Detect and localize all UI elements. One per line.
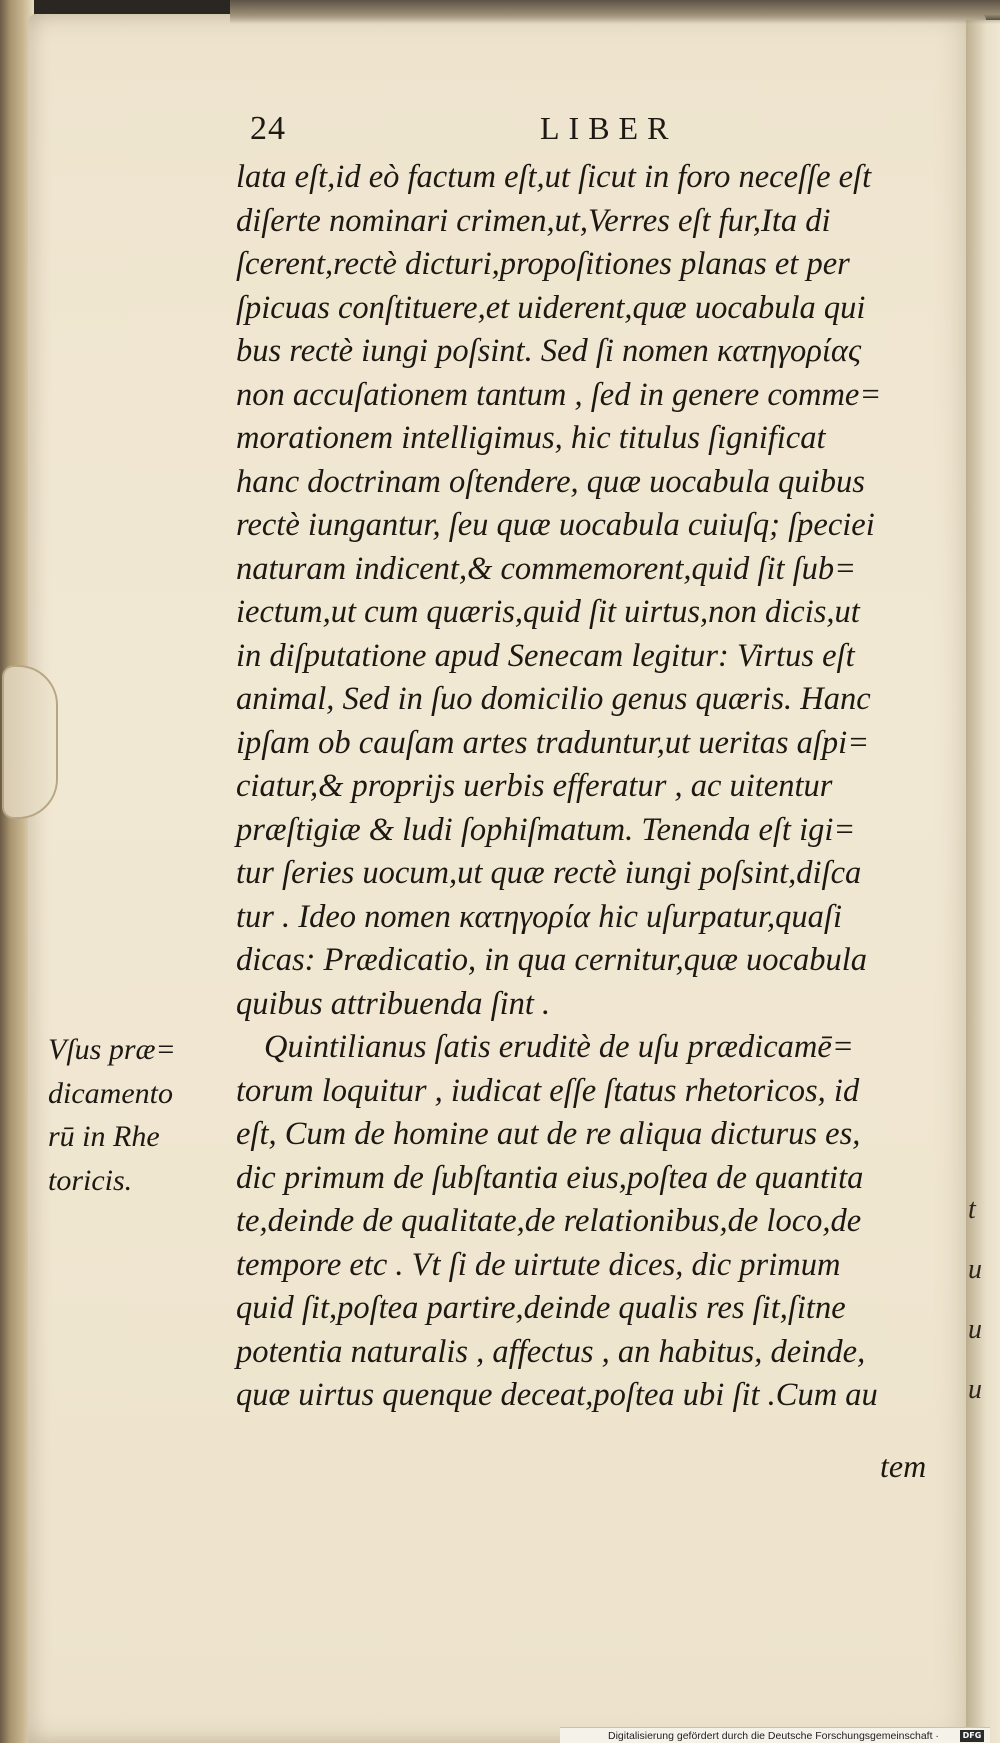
text-line: eſt, Cum de homine aut de re aliqua dicturus es, [236, 1116, 861, 1152]
text-line: te,deinde de qualitate,de relationibus,de loco,de [236, 1203, 862, 1239]
text-line: quibus attribuenda ſint . [236, 985, 551, 1022]
body-text [236, 156, 944, 1418]
text-line: dic primum de ſubſtantia eius,poſtea de quantita [236, 1159, 864, 1196]
marginal-note-line: dicamento [48, 1076, 173, 1110]
text-line: rectè iungantur, ſeu quæ uocabula cuiuſq; ſpeciei [236, 507, 875, 543]
text-line: quæ uirtus quenque deceat,poſtea ubi ſit .Cum au [236, 1377, 878, 1413]
text-line: tempore etc . Vt ſi de uirtute dices, dic primum [236, 1246, 841, 1283]
running-head-title: LIBER [540, 110, 678, 146]
text-line: Quintilianus ſatis eruditè de uſu prædicamē= [264, 1029, 854, 1065]
page-number: 24 [250, 110, 286, 147]
text-line: in diſputatione apud Senecam legitur: Virtus eſt [236, 637, 855, 674]
text-line: præſtigiæ & ludi ſophiſmatum. Tenenda eſt igi= [236, 811, 856, 848]
catchword: tem [880, 1448, 927, 1484]
text-line: ſpicuas conſtituere,et uiderent,quæ uocabula qui [236, 289, 866, 326]
text-line: tur . Ideo nomen κατηγορία hic uſurpatur,quaſi [236, 898, 842, 935]
text-line: torum loquitur , iudicat eſſe ſtatus rhetoricos, id [236, 1072, 860, 1109]
dfg-logo-icon: DFG [960, 1730, 984, 1742]
text-line: morationem intelligimus, hic titulus ſignificat [236, 420, 826, 456]
marginal-note [48, 1028, 223, 1202]
text-line: hanc doctrinam oſtendere, quæ uocabula quibus [236, 463, 865, 500]
credit-text: Digitalisierung gefördert durch die Deutsche Forschungsgemeinschaft · [608, 1730, 939, 1742]
text-line: lata eſt,id eò factum eſt,ut ſicut in foro neceſſe eſt [236, 159, 872, 195]
marginal-note-line: toricis. [48, 1163, 133, 1197]
text-line: ipſam ob cauſam artes traduntur,ut ueritas aſpi= [236, 724, 870, 761]
marginal-note-line: rū in Rhe [48, 1120, 160, 1153]
text-line: ciatur,& proprijs uerbis efferatur , ac uitentur [236, 768, 833, 804]
text-line: bus rectè iungi poſsint. Sed ſi nomen κατηγορίας [236, 333, 862, 369]
text-line: non accuſationem tantum , ſed in genere comme= [236, 376, 882, 413]
text-line: quid ſit,poſtea partire,deinde qualis res ſit,ſitne [236, 1290, 846, 1326]
text-line: ſcerent,rectè dicturi,propoſitiones planas et per [236, 246, 850, 282]
top-shadow [230, 0, 1000, 24]
text-line: naturam indicent,& commemorent,quid ſit ſub= [236, 550, 857, 587]
text-line: animal, Sed in ſuo domicilio genus quæris. Hanc [236, 681, 871, 717]
margin-fragment: u [968, 1374, 982, 1405]
digitization-credit [560, 1727, 990, 1743]
text-line: diſerte nominari crimen,ut,Verres eſt fur,Ita di [236, 202, 831, 239]
margin-fragment: t [968, 1194, 976, 1225]
running-head [250, 110, 930, 156]
text-line: iectum,ut cum quæris,quid ſit uirtus,non dicis,ut [236, 594, 860, 630]
marginal-note-line: Vſus præ= [48, 1033, 176, 1066]
text-line: dicas: Prædicatio, in qua cernitur,quæ uocabula [236, 942, 868, 978]
next-page-margin-fragments [968, 1180, 994, 1420]
text-line: tur ſeries uocum,ut quæ rectè iungi poſsint,diſca [236, 855, 862, 891]
margin-fragment: u [968, 1314, 982, 1345]
margin-fragment: u [968, 1254, 982, 1285]
binding-strip [2, 665, 58, 819]
text-line: potentia naturalis , affectus , an habitus, deinde, [236, 1333, 866, 1370]
book-right-fold [966, 20, 1000, 1743]
